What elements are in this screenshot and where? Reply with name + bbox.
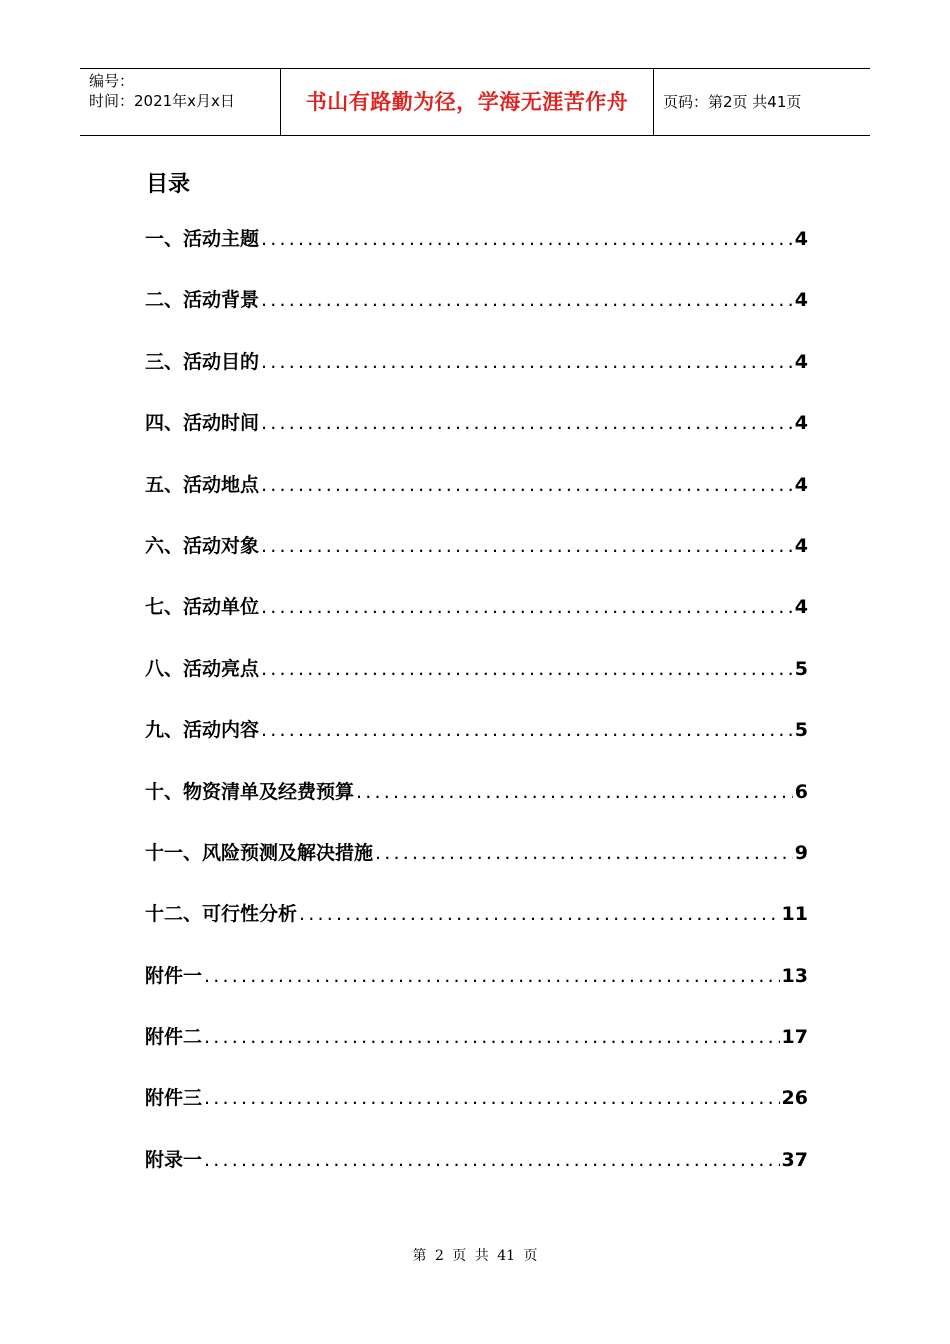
toc-entry-label: 八、活动亮点 <box>145 657 260 680</box>
toc-dot-leader <box>202 960 780 992</box>
page-header <box>80 68 870 136</box>
toc-dot-leader <box>297 898 780 930</box>
toc-entry-label: 九、活动内容 <box>145 719 260 742</box>
toc-entry[interactable] <box>145 346 808 407</box>
toc-entry-page-number: 4 <box>794 596 808 619</box>
toc-entry-page-number: 13 <box>781 964 808 987</box>
toc-entry-label: 十二、可行性分析 <box>145 903 298 926</box>
toc-entry-label: 五、活动地点 <box>145 473 260 496</box>
toc-dot-leader <box>259 653 793 685</box>
toc-entry-label: 六、活动对象 <box>145 534 260 557</box>
toc-entry-label: 附件二 <box>145 1026 203 1049</box>
toc-entry-page-number: 9 <box>794 841 808 864</box>
toc-entry-label: 二、活动背景 <box>145 289 260 312</box>
toc-entry-page-number: 4 <box>794 473 808 496</box>
toc-entry[interactable] <box>145 1021 808 1082</box>
toc-entry-page-number: 4 <box>794 412 808 435</box>
toc-entry-label: 十、物资清单及经费预算 <box>145 780 355 803</box>
header-meta-cell <box>80 69 281 135</box>
toc-entry-label: 十一、风险预测及解决措施 <box>145 841 374 864</box>
toc-dot-leader <box>202 1021 780 1053</box>
toc-entry-page-number: 6 <box>794 780 808 803</box>
toc-entry[interactable] <box>145 898 808 959</box>
toc-dot-leader <box>202 1144 780 1176</box>
toc-entry-label: 附件一 <box>145 964 203 987</box>
toc-entry[interactable] <box>145 1144 808 1205</box>
toc-dot-leader <box>259 346 793 378</box>
toc-entry[interactable] <box>145 591 808 652</box>
document-time-label: 时间：2021年x月x日 <box>89 92 235 110</box>
toc-dot-leader <box>259 530 793 562</box>
toc-entry[interactable] <box>145 960 808 1021</box>
toc-entry-label: 三、活动目的 <box>145 350 260 373</box>
toc-dot-leader <box>259 407 793 439</box>
toc-entry-page-number: 5 <box>794 657 808 680</box>
toc-entry-label: 附件三 <box>145 1087 203 1110</box>
toc-entry[interactable] <box>145 284 808 345</box>
toc-dot-leader <box>354 776 793 808</box>
page-footer: 第 2 页 共 41 页 <box>412 1248 538 1264</box>
toc-entry-page-number: 4 <box>794 534 808 557</box>
toc-entry-page-number: 4 <box>794 228 808 250</box>
toc-entry[interactable] <box>145 714 808 775</box>
toc-dot-leader <box>259 284 793 316</box>
toc-entry[interactable] <box>145 653 808 714</box>
toc-entry[interactable] <box>145 1082 808 1143</box>
toc-dot-leader <box>259 591 793 623</box>
header-page-info: 页码：第2页 共41页 <box>663 93 802 111</box>
toc-entry-label: 七、活动单位 <box>145 596 260 619</box>
toc-title: 目录 <box>146 172 191 197</box>
toc-entry-label: 一、活动主题 <box>145 228 260 250</box>
toc-entry[interactable] <box>145 223 808 284</box>
toc-dot-leader <box>259 223 793 255</box>
toc-entry[interactable] <box>145 530 808 591</box>
header-motto: 书山有路勤为径，学海无涯苦作舟 <box>281 69 654 135</box>
toc-entry-label: 附录一 <box>145 1148 203 1171</box>
toc-dot-leader <box>259 469 793 501</box>
toc-entry[interactable] <box>145 469 808 530</box>
toc-entry[interactable] <box>145 407 808 468</box>
toc-entry-page-number: 37 <box>781 1148 808 1171</box>
toc-entry-page-number: 4 <box>794 350 808 373</box>
toc-entry-page-number: 4 <box>794 289 808 312</box>
toc-entry-page-number: 17 <box>781 1026 808 1049</box>
toc-entry[interactable] <box>145 776 808 837</box>
toc-dot-leader <box>259 714 793 746</box>
toc-entry[interactable] <box>145 837 808 898</box>
document-number-label: 编号： <box>89 72 135 90</box>
toc-entry-page-number: 11 <box>781 903 808 926</box>
toc-entry-label: 四、活动时间 <box>145 412 260 435</box>
table-of-contents <box>145 223 808 1205</box>
toc-dot-leader <box>373 837 793 869</box>
toc-entry-page-number: 5 <box>794 719 808 742</box>
toc-dot-leader <box>202 1082 780 1114</box>
toc-entry-page-number: 26 <box>781 1087 808 1110</box>
